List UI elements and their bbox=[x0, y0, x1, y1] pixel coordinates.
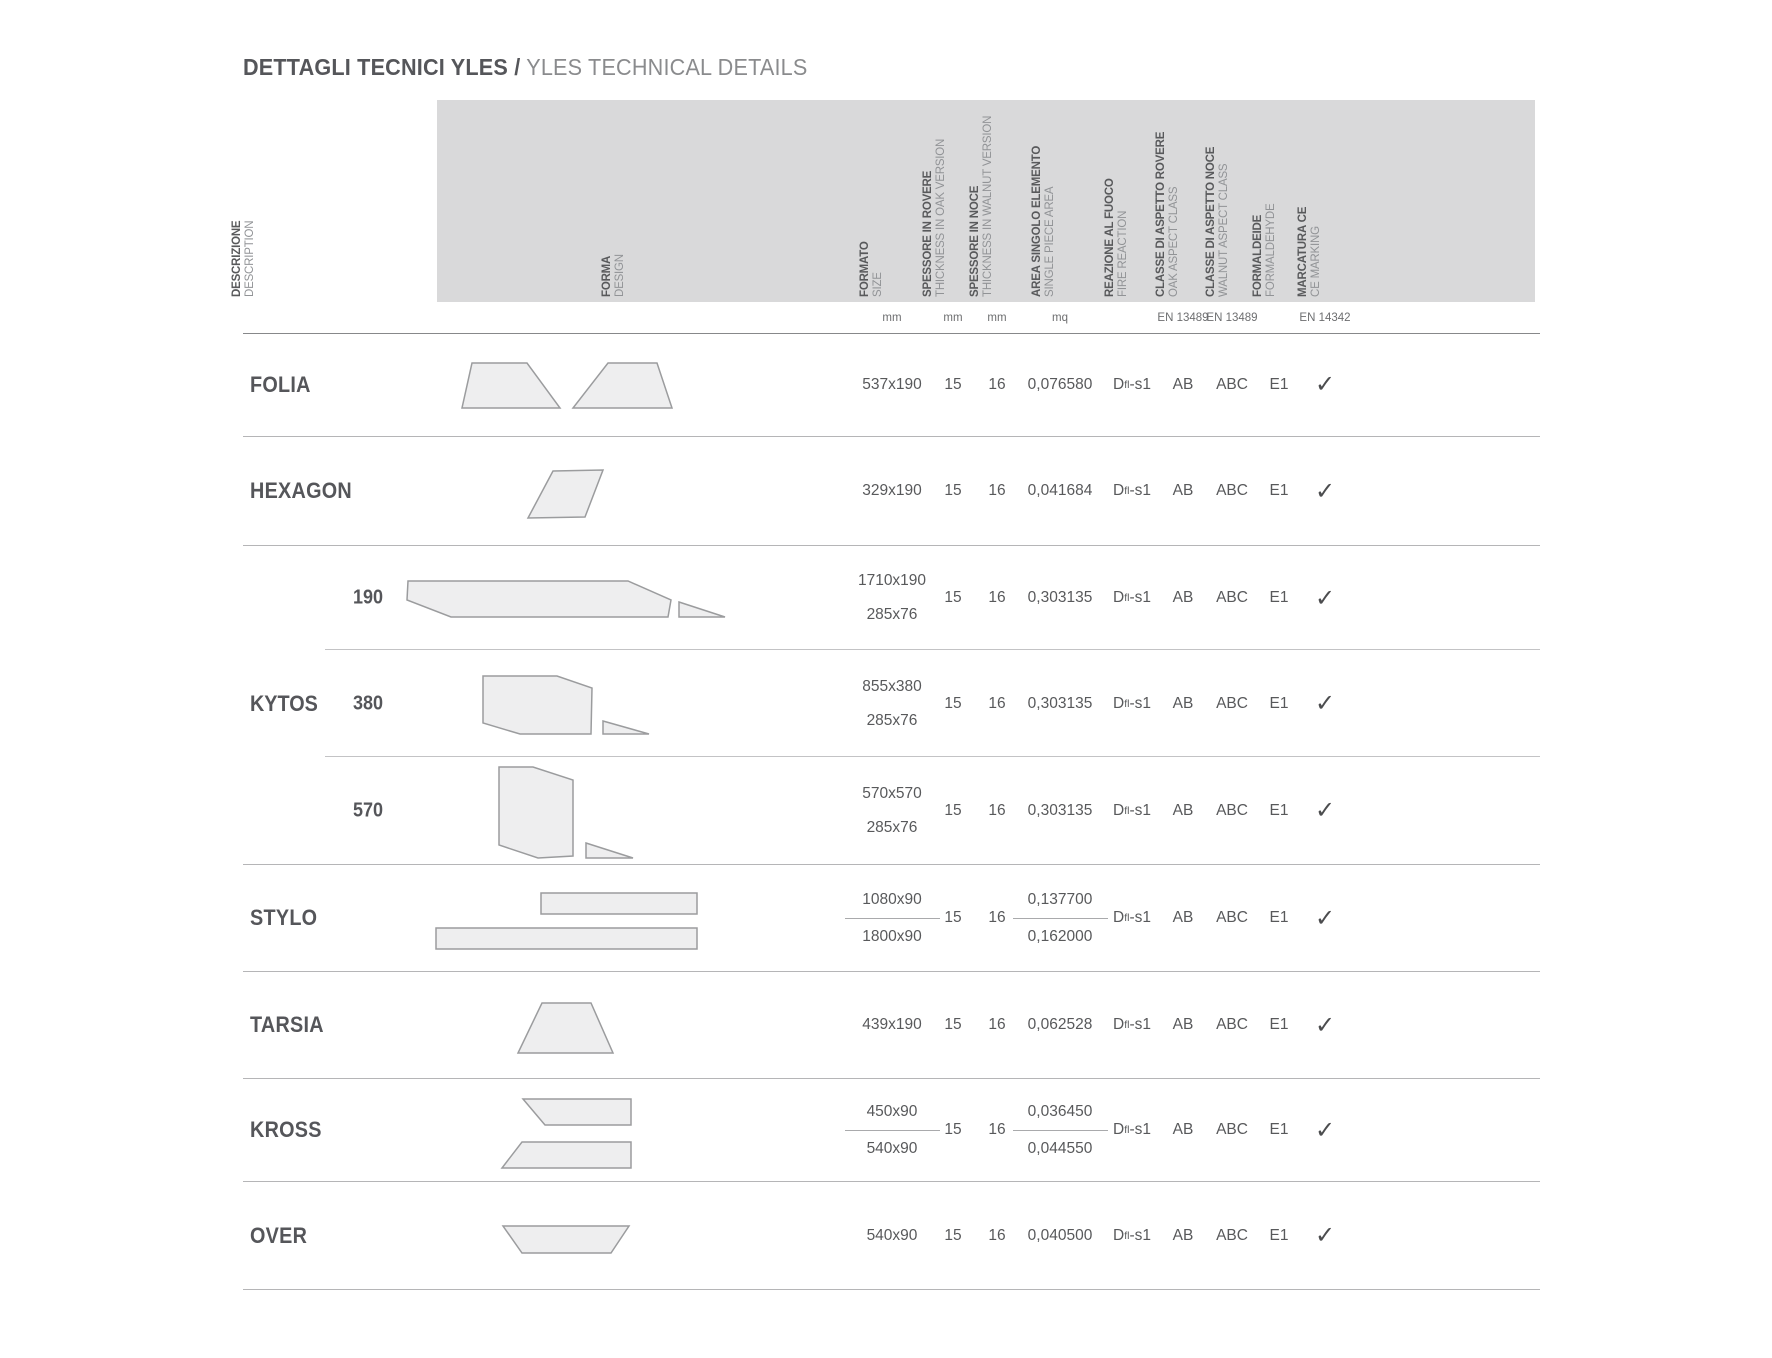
formaldehyde-value: E1 bbox=[1269, 909, 1289, 926]
area-value: 0,303135 bbox=[1027, 589, 1093, 606]
col-header-walnut-aspect-class: CLASSE DI ASPETTO NOCE WALNUT ASPECT CLASS bbox=[1205, 146, 1230, 297]
table-row-kytos-190 bbox=[243, 546, 1540, 650]
page-title-english: YLES TECHNICAL DETAILS bbox=[520, 54, 808, 80]
oak-class-value: AB bbox=[1172, 482, 1194, 499]
ce-checkmark: ✓ bbox=[1314, 477, 1336, 505]
walnut-class-value: ABC bbox=[1216, 1121, 1248, 1138]
thickness-oak-value: 15 bbox=[944, 801, 962, 819]
oak-class-value: AB bbox=[1172, 694, 1194, 712]
col-header-size: FORMATO SIZE bbox=[859, 241, 884, 297]
size-values: 450x90 540x90 bbox=[832, 1079, 952, 1181]
hexagon-shape bbox=[525, 468, 610, 520]
ce-checkmark: ✓ bbox=[1314, 797, 1336, 824]
thickness-walnut-value: 16 bbox=[988, 375, 1006, 393]
table-row-kross bbox=[243, 1079, 1540, 1182]
unit-thickness-oak: mm bbox=[943, 312, 963, 324]
walnut-class-value: ABC bbox=[1216, 375, 1248, 393]
area-value: 0,040500 bbox=[1027, 1226, 1093, 1244]
walnut-class-value: ABC bbox=[1216, 909, 1248, 926]
fire-class-value: D fl -s1 bbox=[1113, 909, 1151, 926]
formaldehyde-value: E1 bbox=[1269, 801, 1289, 819]
kytos-190-shape bbox=[405, 579, 727, 619]
table-row-folia bbox=[243, 333, 1540, 437]
col-header-description: DESCRIZIONE DESCRIPTION bbox=[231, 220, 256, 297]
size-value: 537x190 bbox=[862, 375, 922, 393]
oak-class-value: AB bbox=[1172, 909, 1194, 926]
thickness-walnut-value: 16 bbox=[988, 801, 1006, 819]
table-row-stylo bbox=[243, 865, 1540, 972]
unit-thickness-walnut: mm bbox=[987, 312, 1007, 324]
thickness-walnut-value: 16 bbox=[988, 1016, 1006, 1033]
thickness-oak-value: 15 bbox=[944, 589, 962, 606]
area-values: 0,137700 0,162000 bbox=[1000, 865, 1120, 971]
area-value: 0,076580 bbox=[1027, 375, 1093, 393]
value-divider bbox=[845, 918, 940, 919]
thickness-walnut-value: 16 bbox=[988, 1121, 1006, 1138]
table-row-kytos-380 bbox=[243, 650, 1540, 757]
table-row-tarsia bbox=[243, 972, 1540, 1079]
unit-ce-standard: EN 14342 bbox=[1299, 312, 1351, 324]
product-name: STYLO bbox=[250, 905, 318, 930]
ce-checkmark: ✓ bbox=[1314, 371, 1336, 398]
size-value: 439x190 bbox=[862, 1016, 922, 1033]
area-value: 0,303135 bbox=[1027, 801, 1093, 819]
thickness-oak-value: 15 bbox=[944, 694, 962, 712]
unit-area: mq bbox=[1052, 312, 1068, 324]
page-title bbox=[243, 54, 807, 81]
kross-shape bbox=[500, 1097, 633, 1169]
formaldehyde-value: E1 bbox=[1269, 1016, 1289, 1033]
area-value: 0,041684 bbox=[1027, 482, 1093, 499]
size-values: 1710x190 285x76 bbox=[857, 572, 927, 623]
product-name: KYTOS bbox=[250, 690, 318, 716]
col-header-thickness-walnut: SPESSORE IN NOCE THICKNESS IN WALNUT VERSION bbox=[969, 115, 994, 297]
formaldehyde-value: E1 bbox=[1269, 375, 1289, 393]
table-row-over bbox=[243, 1182, 1540, 1290]
formaldehyde-value: E1 bbox=[1269, 1121, 1289, 1138]
table-header bbox=[231, 100, 1540, 334]
product-name: KROSS bbox=[250, 1117, 322, 1142]
walnut-class-value: ABC bbox=[1216, 1016, 1248, 1033]
formaldehyde-value: E1 bbox=[1269, 1226, 1289, 1244]
table-row-hexagon bbox=[243, 437, 1540, 546]
fire-class-value: D fl -s1 bbox=[1113, 482, 1151, 499]
ce-checkmark: ✓ bbox=[1314, 1116, 1336, 1144]
value-divider bbox=[845, 1130, 940, 1131]
thickness-oak-value: 15 bbox=[944, 909, 962, 926]
col-header-fire-reaction: REAZIONE AL FUOCO FIRE REACTION bbox=[1104, 178, 1129, 297]
thickness-walnut-value: 16 bbox=[988, 589, 1006, 606]
product-name: HEXAGON bbox=[250, 478, 353, 503]
fire-class-value: D fl -s1 bbox=[1113, 1016, 1151, 1033]
folia-shape bbox=[455, 361, 680, 410]
product-name: TARSIA bbox=[250, 1012, 324, 1037]
col-header-formaldehyde: FORMALDEIDE FORMALDEHYDE bbox=[1252, 203, 1277, 297]
oak-class-value: AB bbox=[1172, 1121, 1194, 1138]
walnut-class-value: ABC bbox=[1216, 1226, 1248, 1244]
stylo-shape bbox=[435, 891, 699, 951]
formaldehyde-value: E1 bbox=[1269, 589, 1289, 606]
thickness-oak-value: 15 bbox=[944, 1226, 962, 1244]
variant-label: 190 bbox=[352, 586, 384, 609]
thickness-walnut-value: 16 bbox=[988, 1226, 1006, 1244]
page-title-italian: DETTAGLI TECNICI YLES / bbox=[243, 54, 521, 80]
ce-checkmark: ✓ bbox=[1314, 584, 1336, 612]
col-header-design: FORMA DESIGN bbox=[601, 254, 626, 297]
thickness-oak-value: 15 bbox=[944, 375, 962, 393]
fire-class-value: D fl -s1 bbox=[1113, 1121, 1151, 1138]
oak-class-value: AB bbox=[1172, 589, 1194, 606]
col-header-area: AREA SINGOLO ELEMENTO SINGLE PIECE AREA bbox=[1031, 145, 1056, 297]
formaldehyde-value: E1 bbox=[1269, 482, 1289, 499]
variant-label: 380 bbox=[352, 692, 384, 714]
product-name: FOLIA bbox=[250, 371, 311, 397]
thickness-walnut-value: 16 bbox=[988, 482, 1006, 499]
thickness-oak-value: 15 bbox=[944, 1016, 962, 1033]
kytos-570-shape bbox=[497, 765, 635, 860]
fire-class-value: D fl -s1 bbox=[1113, 375, 1151, 393]
size-values: 855x380 285x76 bbox=[862, 677, 922, 729]
product-name: OVER bbox=[250, 1222, 308, 1248]
col-header-thickness-oak: SPESSORE IN ROVERE THICKNESS IN OAK VERSION bbox=[922, 138, 947, 297]
unit-oak-class-standard: EN 13489 bbox=[1157, 312, 1209, 324]
thickness-walnut-value: 16 bbox=[988, 909, 1006, 926]
table-row-kytos-570 bbox=[243, 757, 1540, 865]
unit-size: mm bbox=[882, 312, 902, 324]
oak-class-value: AB bbox=[1172, 375, 1194, 393]
fire-class-value: D fl -s1 bbox=[1113, 1226, 1151, 1244]
table-body bbox=[243, 333, 1540, 1290]
ce-checkmark: ✓ bbox=[1314, 1222, 1336, 1249]
walnut-class-value: ABC bbox=[1216, 589, 1248, 606]
over-shape bbox=[501, 1224, 631, 1255]
col-header-oak-aspect-class: CLASSE DI ASPETTO ROVERE OAK ASPECT CLASS bbox=[1155, 131, 1180, 297]
size-value: 540x90 bbox=[866, 1226, 918, 1244]
thickness-walnut-value: 16 bbox=[988, 694, 1006, 712]
area-values: 0,036450 0,044550 bbox=[1000, 1079, 1120, 1181]
variant-label: 570 bbox=[352, 799, 384, 821]
oak-class-value: AB bbox=[1172, 801, 1194, 819]
formaldehyde-value: E1 bbox=[1269, 694, 1289, 712]
tarsia-shape bbox=[516, 1001, 615, 1055]
size-values: 570x570 285x76 bbox=[862, 784, 922, 836]
oak-class-value: AB bbox=[1172, 1016, 1194, 1033]
thickness-oak-value: 15 bbox=[944, 1121, 962, 1138]
oak-class-value: AB bbox=[1172, 1226, 1194, 1244]
size-value: 329x190 bbox=[862, 482, 922, 499]
area-value: 0,303135 bbox=[1027, 694, 1093, 712]
walnut-class-value: ABC bbox=[1216, 694, 1248, 712]
walnut-class-value: ABC bbox=[1216, 801, 1248, 819]
size-values: 1080x90 1800x90 bbox=[832, 865, 952, 971]
ce-checkmark: ✓ bbox=[1314, 690, 1336, 717]
fire-class-value: D fl -s1 bbox=[1113, 589, 1151, 606]
walnut-class-value: ABC bbox=[1216, 482, 1248, 499]
col-header-ce-marking: MARCATURA CE CE MARKING bbox=[1297, 206, 1322, 297]
ce-checkmark: ✓ bbox=[1314, 904, 1336, 932]
unit-walnut-class-standard: EN 13489 bbox=[1206, 312, 1258, 324]
fire-class-value: D fl -s1 bbox=[1113, 801, 1151, 819]
fire-class-value: D fl -s1 bbox=[1113, 694, 1151, 712]
ce-checkmark: ✓ bbox=[1314, 1011, 1336, 1039]
area-value: 0,062528 bbox=[1027, 1016, 1093, 1033]
kytos-380-shape bbox=[481, 674, 651, 736]
thickness-oak-value: 15 bbox=[944, 482, 962, 499]
